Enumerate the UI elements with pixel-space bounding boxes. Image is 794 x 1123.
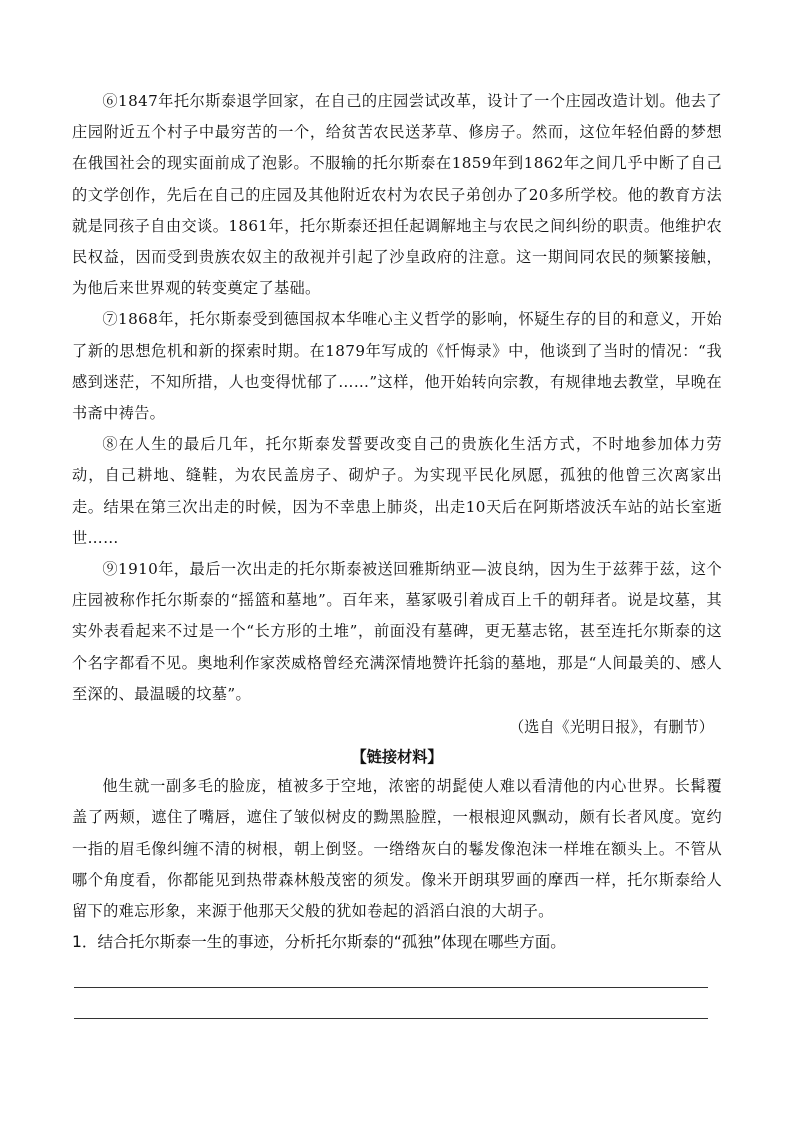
- article-paragraph-8: ⑧在人生的最后几年，托尔斯泰发誓要改变自己的贵族化生活方式，不时地参加体力劳动，自己耕地、缝鞋，为农民盖房子、砌炉子。为实现平民化夙愿，孤独的他曾三次离家出走。结果在第三次出走的时候，因为不幸患上肺炎，出走10天后在阿斯塔波沃车站的站长室逝世……: [72, 435, 722, 547]
- article-paragraph-9: ⑨1910年，最后一次出走的托尔斯泰被送回雅斯纳亚—波良纳，因为生于兹葬于兹，这个庄园被称作托尔斯泰的“摇篮和墓地”。百年来，墓冢吸引着成百上千的朝拜者。说是坟墓，其实外表看起来不过是一个“长方形的土堆”，前面没有墓碑，更无墓志铭，甚至连托尔斯泰的这个名字都看不见。奥地利作家茨威格曾经充满深情地赞许托翁的墓地，那是“人间最美的、感人至深的、最温暖的坟墓”。: [72, 560, 722, 703]
- question-1: 1．结合托尔斯泰一生的事迹，分析托尔斯泰的“孤独”体现在哪些方面。: [72, 933, 566, 952]
- answer-line-1[interactable]: [74, 957, 708, 988]
- link-material-title: 【链接材料】: [351, 748, 443, 767]
- article-paragraph-7: ⑦1868年，托尔斯泰受到德国叔本华唯心主义哲学的影响，怀疑生存的目的和意义，开始了新的思想危机和新的探索时期。在1879年写成的《忏悔录》中，他谈到了当时的情况：“我感到迷茫，不知所措，人也变得忧郁了……”这样，他开始转向宗教，有规律地去教堂，早晚在书斋中祷告。: [72, 310, 722, 423]
- link-material-text: 他生就一副多毛的脸庞，植被多于空地，浓密的胡髭使人难以看清他的内心世界。长髯覆盖了两颊，遮住了嘴唇，遮住了皱似树皮的黝黑脸膛，一根根迎风飘动，颇有长者风度。宽约一指的眉毛像纠缠不清的树根，朝上倒竖。一绺绺灰白的鬈发像泡沫一样堆在额头上。不管从哪个角度看，你都能见到热带森林般茂密的须发。像米开朗琪罗画的摩西一样，托尔斯泰给人留下的难忘形象，来源于他那天父般的犹如卷起的滔滔白浪的大胡子。: [72, 777, 722, 921]
- article-source: （选自《光明日报》，有删节）: [508, 718, 714, 737]
- article-paragraph-6: ⑥1847年托尔斯泰退学回家，在自己的庄园尝试改革，设计了一个庄园改造计划。他去了庄园附近五个村子中最穷苦的一个，给贫苦农民送茅草、修房子。然而，这位年轻伯爵的梦想在俄国社会的现实面前成了泡影。不服输的托尔斯泰在1859年到1862年之间几乎中断了自己的文学创作，先后在自己的庄园及其他附近农村为农民子弟创办了20多所学校。他的教育方法就是同孩子自由交谈。1861年，托尔斯泰还担任起调解地主与农民之间纠纷的职责。他维护农民权益，因而受到贵族农奴主的敌视并引起了沙皇政府的注意。这一期间同农民的频繁接触，为他后来世界观的转变奠定了基础。: [72, 92, 722, 298]
- answer-line-2[interactable]: [74, 988, 708, 1019]
- document-page: [72, 86, 722, 1019]
